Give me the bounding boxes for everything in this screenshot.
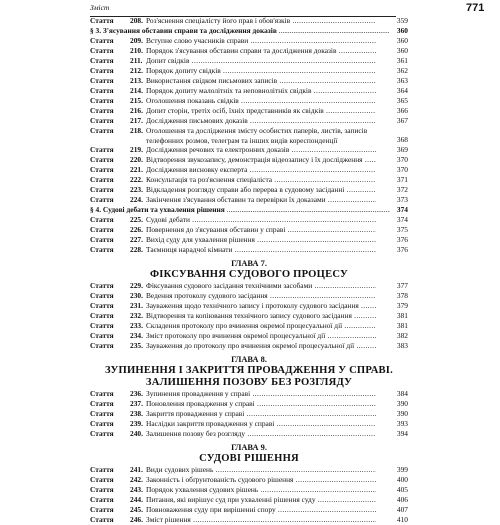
entry-title: Консультація та роз'яснення спеціаліста ..... — [146, 175, 376, 185]
entry-title: Зміст рішення ..... — [146, 515, 376, 525]
toc-entry — [90, 66, 408, 76]
chapter-8-number: ГЛАВА 8. — [231, 355, 267, 364]
entry-number: 225. — [130, 215, 143, 224]
entry-label: Стаття — [90, 311, 114, 320]
chapter-9-number: ГЛАВА 9. — [231, 443, 267, 452]
toc-entry — [90, 429, 408, 439]
entry-number: 238. — [130, 409, 143, 418]
entry-number: 217. — [130, 116, 143, 125]
entry-number: 223. — [130, 185, 143, 194]
entry-label: Стаття — [90, 86, 114, 95]
entry-title: Таємниця нарадчої кімнати ..... — [146, 245, 376, 255]
entry-page-number: 379 — [396, 301, 408, 310]
entry-label: Стаття — [90, 16, 114, 25]
entry-page-number: 365 — [396, 96, 408, 105]
entry-label: Стаття — [90, 331, 114, 340]
entry-page-number: 378 — [396, 291, 408, 300]
entry-number: 236. — [130, 389, 143, 398]
entry-number: 214. — [130, 86, 143, 95]
entry-label: Стаття — [90, 175, 114, 184]
entry-page-number: 374 — [396, 215, 408, 224]
entry-label: Стаття — [90, 106, 114, 115]
section-title: § 4. Судові дебати та ухвалення рішення ..... — [90, 205, 390, 215]
entry-label: Стаття — [90, 419, 114, 428]
chapter-8-title-line-1: ЗУПИНЕННЯ І ЗАКРИТТЯ ПРОВАДЖЕННЯ У СПРАВІ. — [105, 365, 393, 376]
entry-title: Дослідження речових та електронних доказів ..... — [146, 145, 376, 155]
toc-entry — [90, 235, 408, 245]
toc-entry — [90, 409, 408, 419]
entry-label: Стаття — [90, 116, 114, 125]
entry-page-number: 366 — [396, 106, 408, 115]
entry-label: Стаття — [90, 399, 114, 408]
entry-number: 228. — [130, 245, 143, 254]
chapter-9-title: СУДОВІ РІШЕННЯ — [199, 453, 299, 464]
toc-block-chapter-7 — [90, 281, 408, 351]
toc-entry — [90, 145, 408, 155]
entry-title: Ведення протоколу судового засідання ..... — [146, 291, 376, 301]
section-page-number: 360 — [396, 26, 408, 35]
entry-page-number: 361 — [396, 56, 408, 65]
entry-label: Стаття — [90, 195, 114, 204]
chapter-8-title-line-2: ЗАЛИШЕННЯ ПОЗОВУ БЕЗ РОЗГЛЯДУ — [145, 377, 353, 388]
entry-page-number: 383 — [396, 341, 408, 350]
entry-number: 208. — [130, 16, 143, 25]
entry-title: Поновлення провадження у справі ..... — [146, 399, 376, 409]
entry-title: Повернення до з'ясування обставин у справі ..... — [146, 225, 376, 235]
entry-title: Закриття провадження у справі ..... — [146, 409, 376, 419]
toc-entry — [90, 245, 408, 255]
entry-label: Стаття — [90, 225, 114, 234]
entry-number: 227. — [130, 235, 143, 244]
entry-title: Питання, які вирішує суд при ухваленні рішення суду ..... — [146, 495, 376, 505]
entry-label: Стаття — [90, 66, 114, 75]
entry-page-number: 367 — [396, 116, 408, 125]
toc-entry — [90, 106, 408, 116]
entry-label: Стаття — [90, 36, 114, 45]
entry-label: Стаття — [90, 126, 114, 135]
entry-title: Закінчення з'ясування обставин та перевірки їх доказами ..... — [146, 195, 376, 205]
entry-title: Порядок допиту малолітніх та неповнолітніх свідків ..... — [146, 86, 376, 96]
entry-number: 224. — [130, 195, 143, 204]
entry-label: Стаття — [90, 515, 114, 524]
toc-block-chapter-6 — [90, 16, 408, 255]
entry-label: Стаття — [90, 245, 114, 254]
entry-page-number: 406 — [396, 495, 408, 504]
entry-label: Стаття — [90, 155, 114, 164]
entry-title: Допит сторін, третіх осіб, їхніх представників як свідків ..... — [146, 106, 376, 116]
toc-entry — [90, 419, 408, 429]
entry-page-number: 376 — [396, 245, 408, 254]
entry-page-number: 360 — [396, 46, 408, 55]
entry-title: Зауваження щодо технічного запису і протоколу судового засідання ..... — [146, 301, 376, 311]
toc-entry — [90, 341, 408, 351]
section-title: § 3. З'ясування обставин справи та дослідження доказів ..... — [90, 26, 390, 36]
entry-label: Стаття — [90, 56, 114, 65]
entry-number: 231. — [130, 301, 143, 310]
entry-number: 235. — [130, 341, 143, 350]
toc-entry — [90, 76, 408, 86]
entry-number: 212. — [130, 66, 143, 75]
toc-entry — [90, 475, 408, 485]
toc-entry — [90, 399, 408, 409]
entry-page-number: 399 — [396, 465, 408, 474]
entry-title: Використання свідком письмових записів ..... — [146, 76, 376, 86]
entry-title: Законність і обґрунтованість судового рішення ..... — [146, 475, 376, 485]
entry-label: Стаття — [90, 321, 114, 330]
entry-page-number: 381 — [396, 311, 408, 320]
entry-title: Зупинення провадження у справі ..... — [146, 389, 376, 399]
entry-title: Відкладення розгляду справи або перерва в судовому засіданні ..... — [146, 185, 376, 195]
entry-title: Залишення позову без розгляду ..... — [146, 429, 376, 439]
toc-entry — [90, 46, 408, 56]
entry-label: Стаття — [90, 495, 114, 504]
entry-label: Стаття — [90, 235, 114, 244]
entry-label: Стаття — [90, 185, 114, 194]
entry-label: Стаття — [90, 475, 114, 484]
running-header — [90, 2, 485, 17]
entry-number: 240. — [130, 429, 143, 438]
entry-number: 242. — [130, 475, 143, 484]
toc-entry — [90, 165, 408, 175]
entry-title: Вступне слово учасників справи ..... — [146, 36, 376, 46]
entry-label: Стаття — [90, 145, 114, 154]
entry-number: 213. — [130, 76, 143, 85]
entry-title: Відтворення та копіювання технічного запису судового засідання ..... — [146, 311, 376, 321]
toc-entry — [90, 505, 408, 515]
entry-number: 220. — [130, 155, 143, 164]
entry-page-number: 371 — [396, 175, 408, 184]
entry-title: Роз'яснення спеціалісту його прав і обов'язків ..... — [146, 16, 376, 26]
toc-entry — [90, 485, 408, 495]
entry-number: 234. — [130, 331, 143, 340]
entry-label: Стаття — [90, 76, 114, 85]
toc-entry — [90, 16, 408, 26]
entry-page-number: 364 — [396, 86, 408, 95]
entry-title: Зауваження до протоколу про вчинення окремої процесуальної дії ..... — [146, 341, 376, 351]
entry-number: 246. — [130, 515, 143, 524]
entry-page-number: 381 — [396, 321, 408, 330]
entry-title: Зміст протоколу про вчинення окремої процесуальної дії ..... — [146, 331, 376, 341]
entry-page-number: 377 — [396, 281, 408, 290]
entry-number: 243. — [130, 485, 143, 494]
entry-number: 216. — [130, 106, 143, 115]
toc-entry — [90, 495, 408, 505]
entry-label: Стаття — [90, 215, 114, 224]
entry-title: Складення протоколу про вчинення окремої процесуальної дії ..... — [146, 321, 376, 331]
chapter-7-title: ФІКСУВАННЯ СУДОВОГО ПРОЦЕСУ — [149, 269, 349, 280]
entry-label: Стаття — [90, 46, 114, 55]
entry-title: Дослідження письмових доказів ..... — [146, 116, 376, 126]
entry-number: 218. — [130, 126, 143, 135]
toc-entry — [90, 321, 408, 331]
section-page-number: 374 — [396, 205, 408, 214]
toc-entry — [90, 311, 408, 321]
entry-label: Стаття — [90, 341, 114, 350]
toc-block-chapter-9 — [90, 465, 408, 525]
entry-title: Допит свідків ..... — [146, 56, 376, 66]
entry-number: 210. — [130, 46, 143, 55]
entry-title: Оголошення та дослідження змісту особистих паперів, листів, записів телефонних розмов, телеграм та інших видів кореспонденції ..... — [146, 126, 406, 145]
entry-label: Стаття — [90, 96, 114, 105]
entry-label: Стаття — [90, 301, 114, 310]
entry-page-number: 400 — [396, 475, 408, 484]
entry-label: Стаття — [90, 409, 114, 418]
running-header-section: Зміст — [90, 3, 110, 12]
entry-page-number: 360 — [396, 36, 408, 45]
entry-title: Вихід суду для ухвалення рішення ..... — [146, 235, 376, 245]
entry-number: 241. — [130, 465, 143, 474]
entry-number: 222. — [130, 175, 143, 184]
entry-number: 237. — [130, 399, 143, 408]
toc-section-heading — [90, 205, 408, 215]
entry-number: 245. — [130, 505, 143, 514]
entry-page-number: 382 — [396, 331, 408, 340]
entry-page-number: 390 — [396, 399, 408, 408]
entry-number: 215. — [130, 96, 143, 105]
toc-entry — [90, 185, 408, 195]
toc-entry — [90, 155, 408, 165]
entry-page-number: 363 — [396, 76, 408, 85]
toc-entry — [90, 225, 408, 235]
entry-page-number: 407 — [396, 505, 408, 514]
entry-page-number: 390 — [396, 409, 408, 418]
entry-title: Відтворення звукозапису, демонстрація відеозапису і їх дослідження ..... — [146, 155, 376, 165]
entry-label: Стаття — [90, 505, 114, 514]
entry-page-number: 368 — [396, 135, 408, 144]
toc-entry — [90, 291, 408, 301]
toc-entry — [90, 96, 408, 106]
entry-label: Стаття — [90, 165, 114, 174]
toc-entry — [90, 215, 408, 225]
chapter-7-number: ГЛАВА 7. — [231, 259, 267, 268]
table-of-contents — [90, 16, 408, 525]
page-number: 771 — [466, 2, 485, 14]
toc-block-chapter-8 — [90, 389, 408, 439]
entry-page-number: 370 — [396, 165, 408, 174]
entry-title: Дослідження висновку експерта ..... — [146, 165, 376, 175]
entry-title: Фіксування судового засідання технічними засобами ..... — [146, 281, 376, 291]
toc-entry — [90, 301, 408, 311]
entry-number: 221. — [130, 165, 143, 174]
entry-title: Види судових рішень ..... — [146, 465, 376, 475]
toc-entry — [90, 281, 408, 291]
entry-label: Стаття — [90, 291, 114, 300]
entry-label: Стаття — [90, 389, 114, 398]
toc-entry — [90, 175, 408, 185]
entry-label: Стаття — [90, 465, 114, 474]
entry-number: 229. — [130, 281, 143, 290]
entry-title: Повноваження суду при вирішенні спору ..... — [146, 505, 376, 515]
entry-page-number: 369 — [396, 145, 408, 154]
entry-page-number: 375 — [396, 225, 408, 234]
toc-entry — [90, 36, 408, 46]
entry-page-number: 370 — [396, 155, 408, 164]
entry-page-number: 384 — [396, 389, 408, 398]
entry-page-number: 359 — [396, 16, 408, 25]
entry-label: Стаття — [90, 429, 114, 438]
entry-title: Порядок допиту свідків ..... — [146, 66, 376, 76]
entry-number: 219. — [130, 145, 143, 154]
toc-entry — [90, 195, 408, 205]
toc-entry — [90, 465, 408, 475]
entry-page-number: 405 — [396, 485, 408, 494]
entry-page-number: 410 — [396, 515, 408, 524]
entry-title: Порядок ухвалення судових рішень ..... — [146, 485, 376, 495]
entry-label: Стаття — [90, 485, 114, 494]
toc-entry — [90, 56, 408, 66]
entry-number: 211. — [130, 56, 143, 65]
entry-number: 232. — [130, 311, 143, 320]
toc-entry — [90, 126, 408, 145]
entry-number: 226. — [130, 225, 143, 234]
entry-page-number: 372 — [396, 185, 408, 194]
toc-entry — [90, 86, 408, 96]
entry-page-number: 373 — [396, 195, 408, 204]
entry-number: 239. — [130, 419, 143, 428]
entry-number: 230. — [130, 291, 143, 300]
entry-page-number: 376 — [396, 235, 408, 244]
entry-page-number: 393 — [396, 419, 408, 428]
entry-page-number: 362 — [396, 66, 408, 75]
entry-title: Оголошення показань свідків ..... — [146, 96, 376, 106]
entry-title: Судові дебати ..... — [146, 215, 376, 225]
entry-title: Порядок з'ясування обставин справи та дослідження доказів ..... — [146, 46, 376, 56]
toc-entry — [90, 515, 408, 525]
toc-entry — [90, 331, 408, 341]
entry-number: 209. — [130, 36, 143, 45]
entry-page-number: 394 — [396, 429, 408, 438]
entry-label: Стаття — [90, 281, 114, 290]
entry-title: Наслідки закриття провадження у справі ..... — [146, 419, 376, 429]
toc-entry — [90, 389, 408, 399]
entry-number: 244. — [130, 495, 143, 504]
entry-number: 233. — [130, 321, 143, 330]
toc-entry — [90, 116, 408, 126]
toc-section-heading — [90, 26, 408, 36]
